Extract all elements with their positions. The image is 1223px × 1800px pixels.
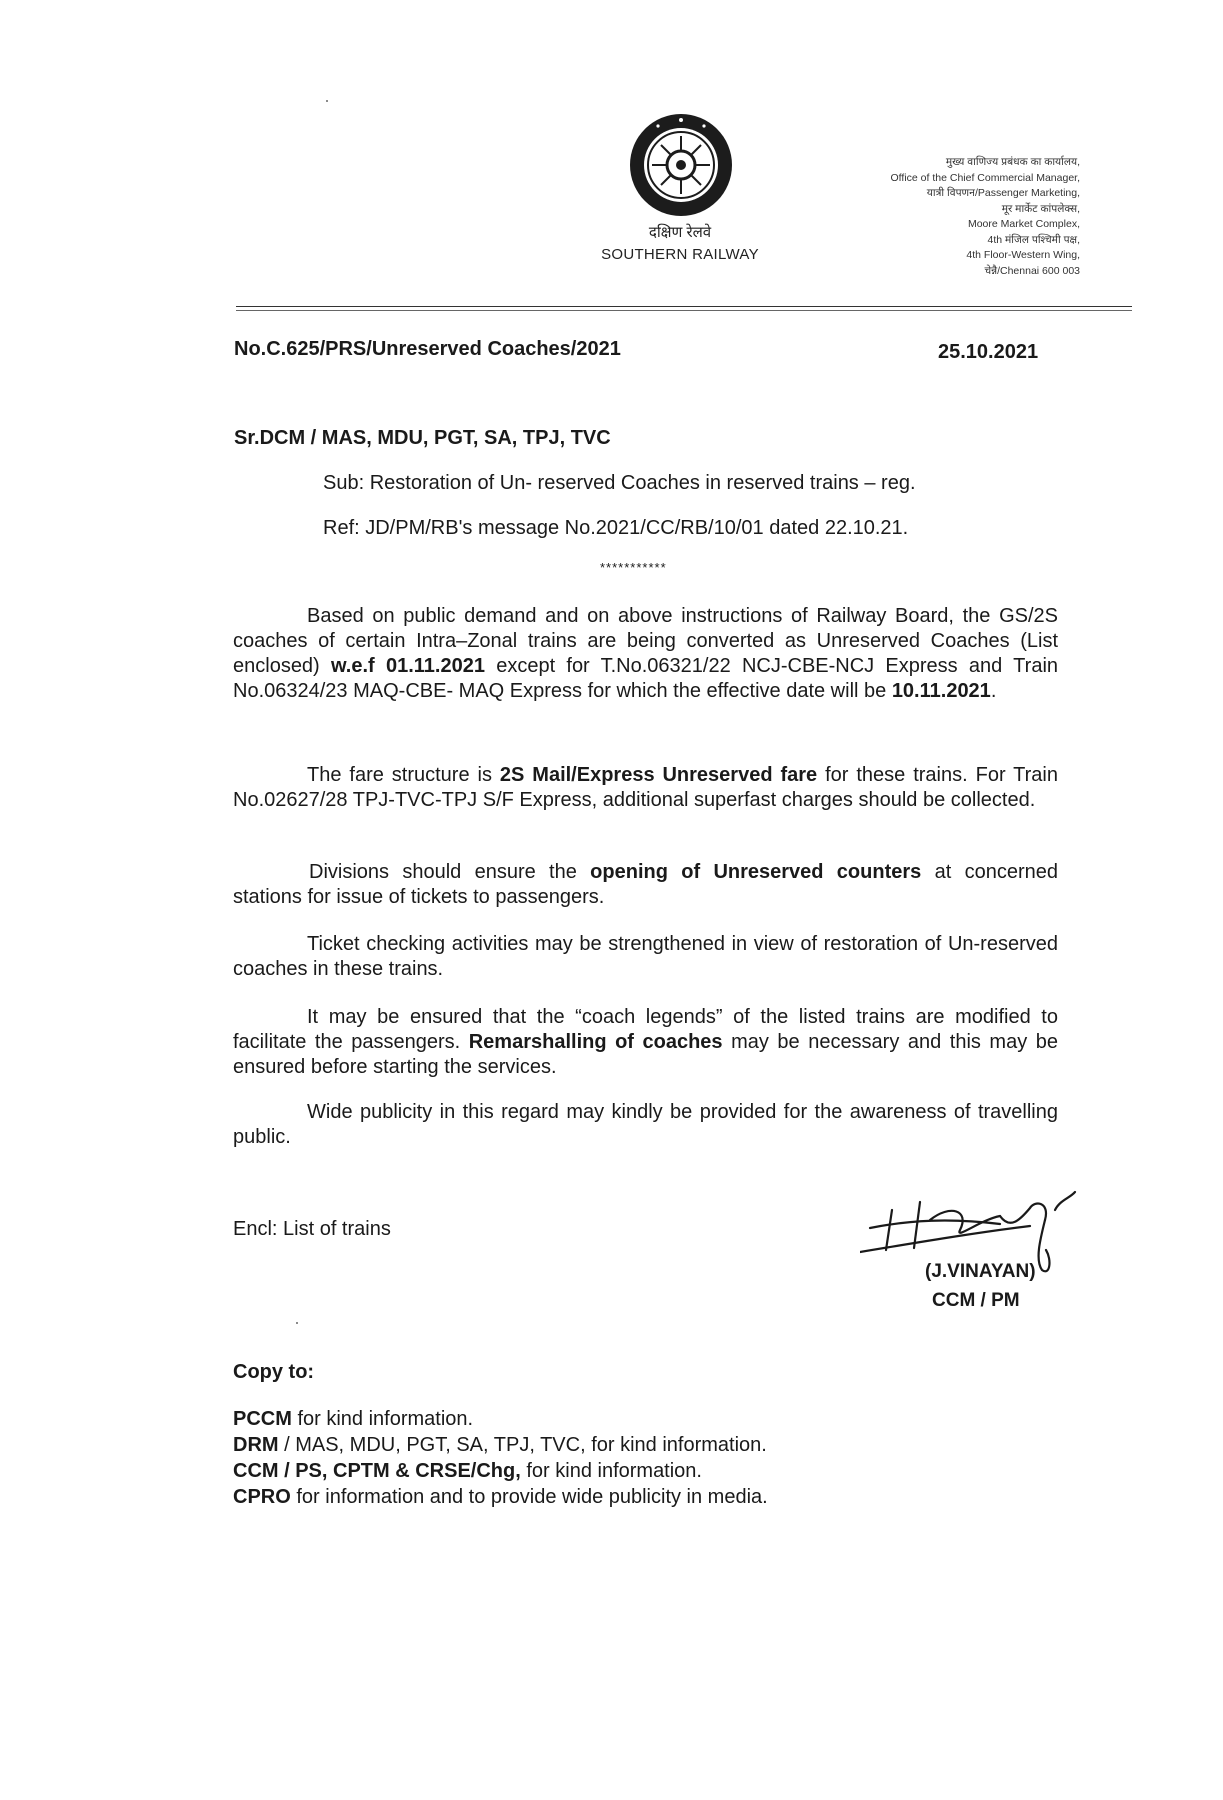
separator: *********** xyxy=(600,560,667,575)
signatory-designation: CCM / PM xyxy=(932,1290,1020,1311)
enclosure-note: Encl: List of trains xyxy=(233,1218,391,1240)
subject-line: Sub: Restoration of Un- reserved Coaches in reserved trains – reg. xyxy=(323,472,916,494)
addressee: Sr.DCM / MAS, MDU, PGT, SA, TPJ, TVC xyxy=(234,427,611,449)
paragraph-conversion: Based on public demand and on above instructions of Railway Board, the GS/2S coaches of certain Intra–Zonal trains are being converted as Unreserved Coaches (List enclosed) w.e.f 01.11.2021 except for T.No.06321/22 NCJ-CBE-NCJ Express and Train No.06324/23 MAQ-CBE- MAQ Express for which the effective date will be 10.11.2021. xyxy=(233,605,1059,702)
office-line: 4th Floor-Western Wing, xyxy=(966,249,1080,261)
scan-speck xyxy=(296,1322,298,1324)
copy-recipient: CPRO for information and to provide wide publicity in media. xyxy=(233,1486,768,1508)
indian-railways-emblem xyxy=(628,112,734,218)
office-line: मूर मार्केट कांपलेक्स, xyxy=(1001,202,1080,215)
office-line: Office of the Chief Commercial Manager, xyxy=(890,171,1080,184)
copy-to-heading: Copy to: xyxy=(233,1361,315,1383)
copy-recipient: PCCM for kind information. xyxy=(233,1408,474,1430)
letterhead-divider xyxy=(236,306,1132,307)
copy-recipient: CCM / PS, CPTM & CRSE/Chg, for kind information. xyxy=(233,1460,702,1482)
office-address xyxy=(790,155,1080,279)
office-line: चेन्नै/Chennai 600 003 xyxy=(984,264,1080,277)
signatory-name: (J.VINAYAN) xyxy=(925,1261,1036,1282)
reference-number: No.C.625/PRS/Unreserved Coaches/2021 xyxy=(234,338,621,360)
paragraph-fare: The fare structure is 2S Mail/Express Unreserved fare for these trains. For Train No.02627/28 TPJ-TVC-TPJ S/F Express, additional superfast charges should be collected. xyxy=(233,764,1058,811)
paragraph-coach-legends: It may be ensured that the “coach legends” of the listed trains are modified to facilitate the passengers. Remarshalling of coaches may be necessary and this may be ensured before starting the services. xyxy=(233,1006,1058,1078)
letterhead-divider-thin xyxy=(236,310,1132,311)
english-railway-name: SOUTHERN RAILWAY xyxy=(601,246,759,263)
office-line: 4th मंजिल पश्चिमी पक्ष, xyxy=(987,233,1080,246)
office-line: यात्री विपणन/Passenger Marketing, xyxy=(926,187,1080,199)
copy-recipient: DRM / MAS, MDU, PGT, SA, TPJ, TVC, for kind information. xyxy=(233,1434,767,1456)
paragraph-counters: Divisions should ensure the opening of Unreserved counters at concerned stations for issue of tickets to passengers. xyxy=(233,861,1058,908)
hindi-railway-name: दक्षिण रेलवे xyxy=(648,224,712,241)
paragraph-publicity: Wide publicity in this regard may kindly be provided for the awareness of travelling public. xyxy=(233,1101,1058,1148)
office-line: मुख्य वाणिज्य प्रबंधक का कार्यालय, xyxy=(945,156,1080,168)
office-line: Moore Market Complex, xyxy=(967,218,1080,230)
reference-line: Ref: JD/PM/RB's message No.2021/CC/RB/10/01 dated 22.10.21. xyxy=(323,517,909,539)
letter-date: 25.10.2021 xyxy=(938,341,1039,363)
paragraph-ticket-checking: Ticket checking activities may be strengthened in view of restoration of Un-reserved coaches in these trains. xyxy=(233,933,1058,980)
scan-speck xyxy=(326,100,328,102)
